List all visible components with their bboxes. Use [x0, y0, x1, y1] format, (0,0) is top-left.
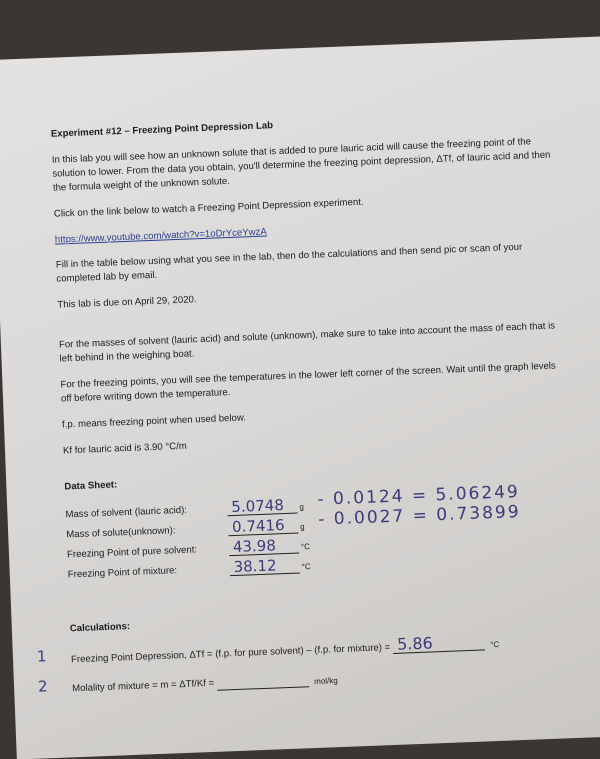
row-label: Freezing Point of pure solvent:: [66, 544, 198, 560]
molality-field[interactable]: [217, 675, 309, 692]
due-date: This lab is due on April 29, 2020.: [57, 294, 197, 311]
calc-row: [37, 664, 572, 697]
doc-title: Experiment #12 – Freezing Point Depression Lab: [50, 120, 274, 140]
calc-unit: °C: [490, 639, 500, 650]
row-label: Freezing Point of mixture:: [67, 564, 178, 580]
lab-paper: [0, 35, 600, 759]
intro-paragraph: In this lab you will see how an unknown solute that is added to pure lauric acid will cause the freezing point of the solution to lower. From the data you obtain, you'll determine the freezing point depression, ΔTf, of lauric acid and then the formula weight of the unknown solute.: [51, 136, 551, 194]
handwritten-note: - 0.0027 = 0.73899: [317, 501, 521, 530]
calc-number: 1: [36, 646, 47, 666]
click-instruction: Click on the link below to watch a Freezing Point Depression experiment.: [53, 196, 364, 220]
calc-number: 2: [37, 676, 48, 696]
row-unit: °C: [300, 541, 311, 552]
row-label: Mass of solvent (lauric acid):: [65, 504, 188, 521]
solvent-mass-field[interactable]: 5.0748: [227, 496, 298, 516]
fp-definition: f.p. means freezing point when used below.: [61, 412, 247, 431]
row-unit: g: [299, 522, 305, 532]
fp-mixture-field[interactable]: 38.12: [229, 556, 300, 576]
kf-value: Kf for lauric acid is 3.90 °C/m: [62, 440, 187, 457]
video-link[interactable]: https://www.youtube.com/watch?v=1oDrYceYwzA: [54, 226, 267, 246]
calc-unit: mol/kg: [314, 675, 338, 686]
solute-mass-field[interactable]: 0.7416: [228, 516, 299, 536]
fill-instruction: Fill in the table below using what you see in the lab, then do the calculations and then send pic or scan of your completed lab by email.: [55, 242, 523, 285]
data-sheet-title: Data Sheet:: [64, 479, 118, 493]
calculations-title: Calculations:: [69, 620, 131, 634]
fp-solvent-field[interactable]: 43.98: [229, 536, 300, 556]
handwritten-note: - 0.0124 = 5.06249: [317, 481, 521, 510]
row-label: Mass of solute(unknown):: [66, 524, 176, 541]
calc-row: [36, 631, 571, 667]
lab-document: [36, 109, 573, 713]
calc-text: Molality of mixture = m = ΔTf/Kf =: [72, 678, 215, 695]
delta-tf-field[interactable]: 5.86: [393, 634, 486, 655]
calc-text: Freezing Point Depression, ΔTf = (f.p. for pure solvent) – (f.p. for mixture) =: [70, 641, 391, 665]
masses-note: For the masses of solvent (lauric acid) and solute (unknown), make sure to take into account the mass of each that is left behind in the weighing boat.: [58, 320, 556, 365]
data-sheet: [65, 483, 568, 582]
fp-note: For the freezing points, you will see the temperatures in the lower left corner of the screen. Wait until the graph levels off before writing down the temperature.: [60, 360, 556, 405]
row-unit: g: [299, 502, 305, 512]
row-unit: °C: [301, 561, 311, 572]
